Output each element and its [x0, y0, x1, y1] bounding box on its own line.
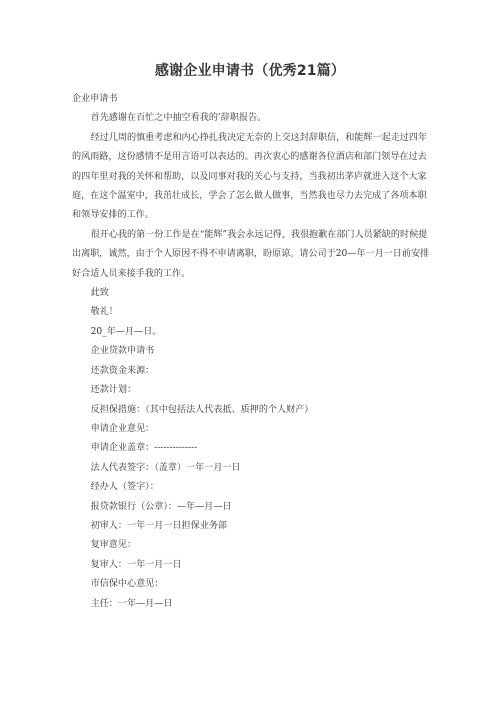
- field-reviewer: 复审人：一年一月一日: [90, 559, 182, 570]
- field-director: 主任：一年—月—日: [90, 598, 173, 609]
- closing-salutation: 此致: [90, 288, 109, 299]
- document-body: [72, 90, 432, 614]
- field-handler-signature: 经办人（签字）：: [90, 482, 159, 493]
- paragraph-resignation-reason: 经过几周的慎重考虑和内心挣扎我决定无奈的上交这封辞职信，和能辉一起走过四年的风雨路，这份感情不是用言语可以表达的。再次衷心的感谢各位酒店和部门领导在过去的四年里对我的关怀和帮助，以及同事对我的关心与支持，当我初出茅庐就进入这个大家庭，在这个温室中，我茁壮成长，学会了怎么做人做事，当然我也尽力去完成了各项本职和领导安排的工作。: [72, 132, 428, 221]
- field-preliminary-reviewer: 初审人：一年一月一日担保业务部: [90, 520, 228, 531]
- letter-date: 20_年—月—日。: [90, 326, 162, 337]
- field-applicant-seal: 申请企业盖章：--------------: [90, 443, 198, 454]
- paragraph-opening-thanks: 首先感谢在百忙之中抽空看我的’辞职报告。: [90, 113, 267, 124]
- field-counter-guarantee: 反担保措施：（其中包括法人代表抵、质押的个人财产）: [90, 404, 314, 415]
- field-credit-center-opinion: 市信保中心意见：: [90, 579, 164, 590]
- field-repayment-source: 还款资金来源：: [90, 365, 155, 376]
- paragraph-first-job: 很开心我的第一份工作是在“能辉”我会永远记得，我很抱歉在部门人员紧缺的时候提出离职，诚然，由于个人原因不得不申请离职，盼原谅。请公司于20—年一月一日前安排好合适人员来接手我的工作。: [72, 229, 430, 279]
- closing-regards: 敬礼！: [90, 307, 118, 318]
- document-title: 感谢企业申请书（优秀21篇）: [154, 63, 346, 79]
- section-heading-enterprise-application: 企业申请书: [72, 94, 118, 104]
- field-review-opinion: 复审意见：: [90, 540, 137, 551]
- field-repayment-plan: 还款计划：: [90, 385, 137, 396]
- field-applicant-opinion: 申请企业意见：: [90, 423, 155, 434]
- field-legal-representative-signature: 法人代表签字：（盖章）一年一月一日: [90, 462, 241, 473]
- section-heading-loan-application: 企业贷款申请书: [90, 346, 155, 357]
- field-loan-bank-seal: 报贷款银行（公章）：—年—月—日: [90, 501, 232, 512]
